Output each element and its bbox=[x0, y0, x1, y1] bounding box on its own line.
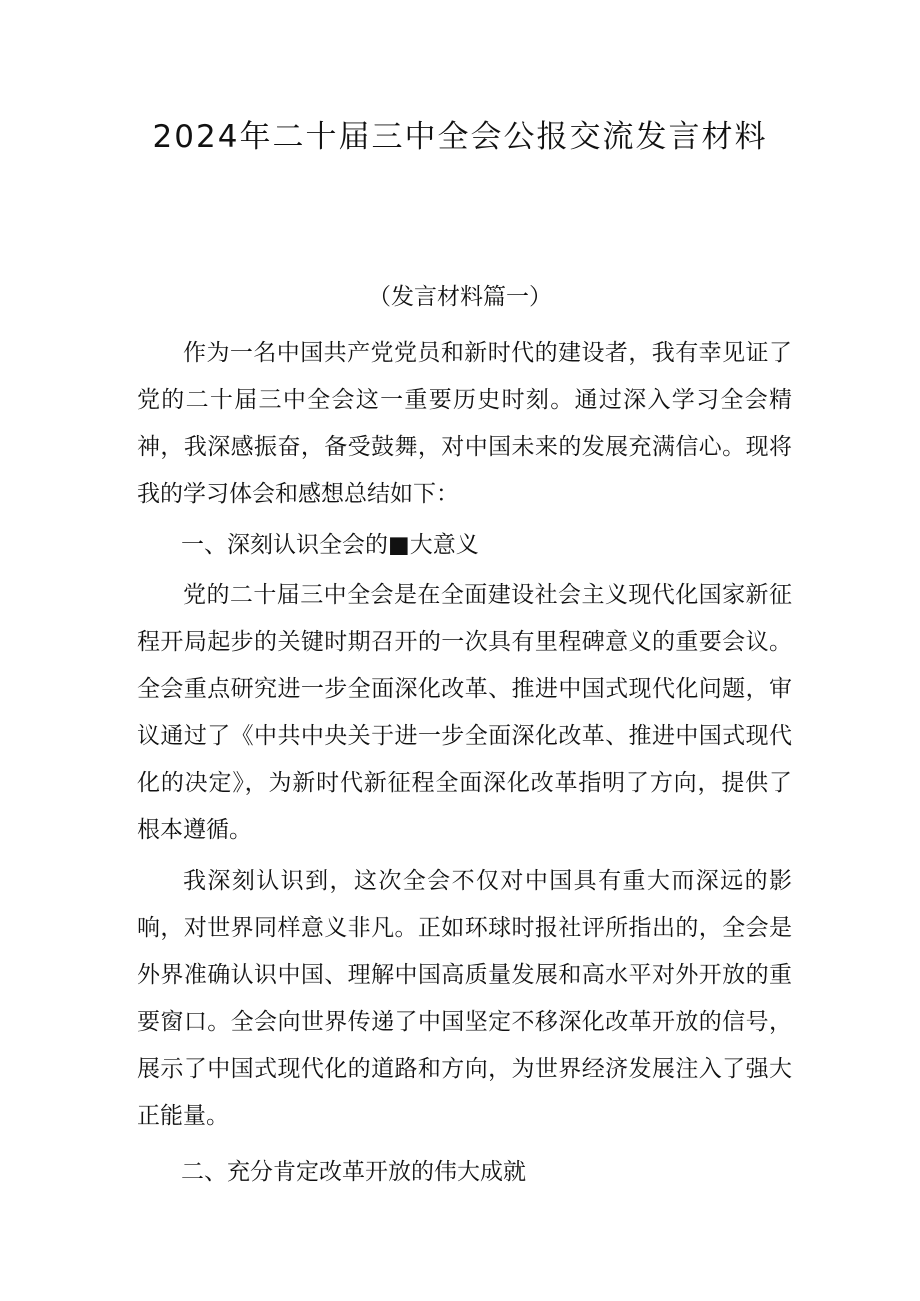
section-heading-2: 二、充分肯定改革开放的伟大成就 bbox=[181, 1159, 526, 1185]
paragraph-significance: 党的二十届三中全会是在全面建设社会主义现代化国家新征程开局起步的关键时期召开的一次具有里程碑意义的重要会议。全会重点研究进一步全面深化改革、推进中国式现代化问题，审议通过了《中共中央关于进一步全面深化改革、推进中国式现代化的决定》，为新时代新征程全面深化改革指明了方向，提供了根本遵循。 bbox=[137, 582, 792, 843]
document-subtitle: （发言材料篇一） bbox=[368, 284, 552, 310]
paragraph-world-impact: 我深刻认识到，这次全会不仅对中国具有重大而深远的影响，对世界同样意义非凡。正如环球时报社评所指出的，全会是外界准确认识中国、理解中国高质量发展和高水平对外开放的重要窗口。全会向世界传递了中国坚定不移深化改革开放的信号，展示了中国式现代化的道路和方向，为世界经济发展注入了强大正能量。 bbox=[137, 868, 792, 1129]
section-heading-1: 一、深刻认识全会的■大意义 bbox=[181, 532, 479, 558]
paragraph-intro: 作为一名中国共产党党员和新时代的建设者，我有幸见证了党的二十届三中全会这一重要历史时刻。通过深入学习全会精神，我深感振奋，备受鼓舞，对中国未来的发展充满信心。现将我的学习体会和感想总结如下： bbox=[137, 340, 792, 507]
document-title: 2024年二十届三中全会公报交流发言材料 bbox=[152, 119, 768, 155]
